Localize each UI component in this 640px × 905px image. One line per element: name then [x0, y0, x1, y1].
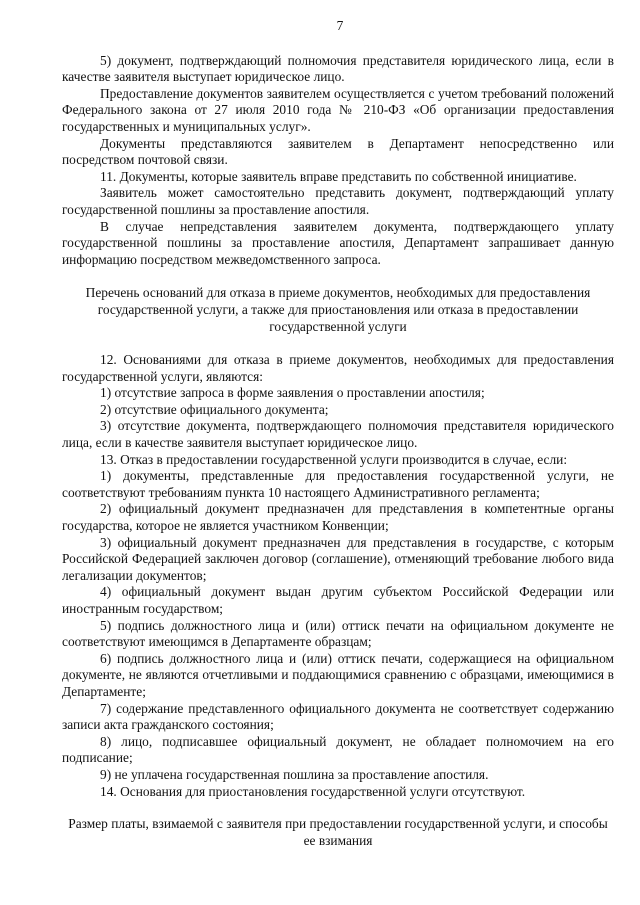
paragraph: В случае непредставления заявителем документа, подтверждающего уплату государственной пошлины за проставление апостиля, Департамент запрашивает данную информацию посредством межведомственного запроса.: [62, 218, 614, 267]
section-documents: [62, 53, 614, 269]
paragraph: 14. Основания для приостановления государственной услуги отсутствуют.: [100, 783, 526, 799]
section-heading-fee: Размер платы, взимаемой с заявителя при предоставлении государственной услуги, и способы ее взимания: [68, 816, 608, 848]
paragraph: 11. Документы, которые заявитель вправе представить по собственной инициативе.: [100, 168, 577, 184]
list-item: 3) отсутствие документа, подтверждающего полномочия представителя юридического лица, если в качестве заявителя выступает юридическое лицо.: [62, 418, 614, 451]
paragraph: Заявитель может самостоятельно представить документ, подтверждающий уплату государственной пошлины за проставление апостиля.: [62, 185, 614, 217]
paragraph: Предоставление документов заявителем осуществляется с учетом требований положений Федерального закона от 27 июля 2010 года № 210-ФЗ «Об организации предоставления государственных и муниципальных услуг».: [62, 85, 614, 134]
list-item: 1) отсутствие запроса в форме заявления о проставлении апостиля;: [100, 385, 485, 401]
list-item: 8) лицо, подписавшее официальный документ, не обладает полномочием на его подписание;: [62, 733, 614, 766]
paragraph: 13. Отказ в предоставлении государственной услуги производится в случае, если:: [100, 451, 568, 467]
page-number: 7: [336, 18, 344, 33]
paragraph: Документы представляются заявителем в Департамент непосредственно или посредством почтовой связи.: [62, 135, 614, 168]
paragraph: 12. Основаниями для отказа в приеме документов, необходимых для предоставления государственной услуги, являются:: [62, 352, 614, 384]
section-refusal: [62, 352, 614, 800]
list-item: 4) официальный документ выдан другим субъектом Российской Федерации или иностранным государством;: [62, 584, 614, 616]
section-heading-refusal: Перечень оснований для отказа в приеме документов, необходимых для предоставления государственной услуги, а также для приостановления или отказа в предоставлении государственной услуги: [85, 285, 591, 334]
paragraph: 5) документ, подтверждающий полномочия представителя юридического лица, если в качестве заявителя выступает юридическое лицо.: [62, 52, 614, 85]
list-item: 9) не уплачена государственная пошлина за проставление апостиля.: [100, 766, 489, 782]
list-item: 1) документы, представленные для предоставления государственной услуги, не соответствуют требованиям пункта 10 настоящего Административного регламента;: [62, 468, 614, 500]
list-item: 2) отсутствие официального документа;: [100, 401, 329, 417]
list-item: 2) официальный документ предназначен для представления в компетентные органы государства, которое не является участником Конвенции;: [62, 501, 614, 534]
list-item: 3) официальный документ предназначен для представления в государстве, с которым Российской Федерацией заключен договор (соглашение), отменяющий требование любого вида легализации документов;: [62, 534, 614, 583]
list-item: 5) подпись должностного лица и (или) оттиск печати на официальном документе не соответствуют имеющимся в Департаменте образцам;: [62, 617, 614, 650]
list-item: 6) подпись должностного лица и (или) оттиск печати, содержащиеся на официальном документе, не являются отчетливыми и поддающимися сравнению с образцами, имеющимися в Департаменте;: [62, 650, 614, 699]
list-item: 7) содержание представленного официального документа не соответствует содержанию записи акта гражданского состояния;: [62, 700, 614, 733]
